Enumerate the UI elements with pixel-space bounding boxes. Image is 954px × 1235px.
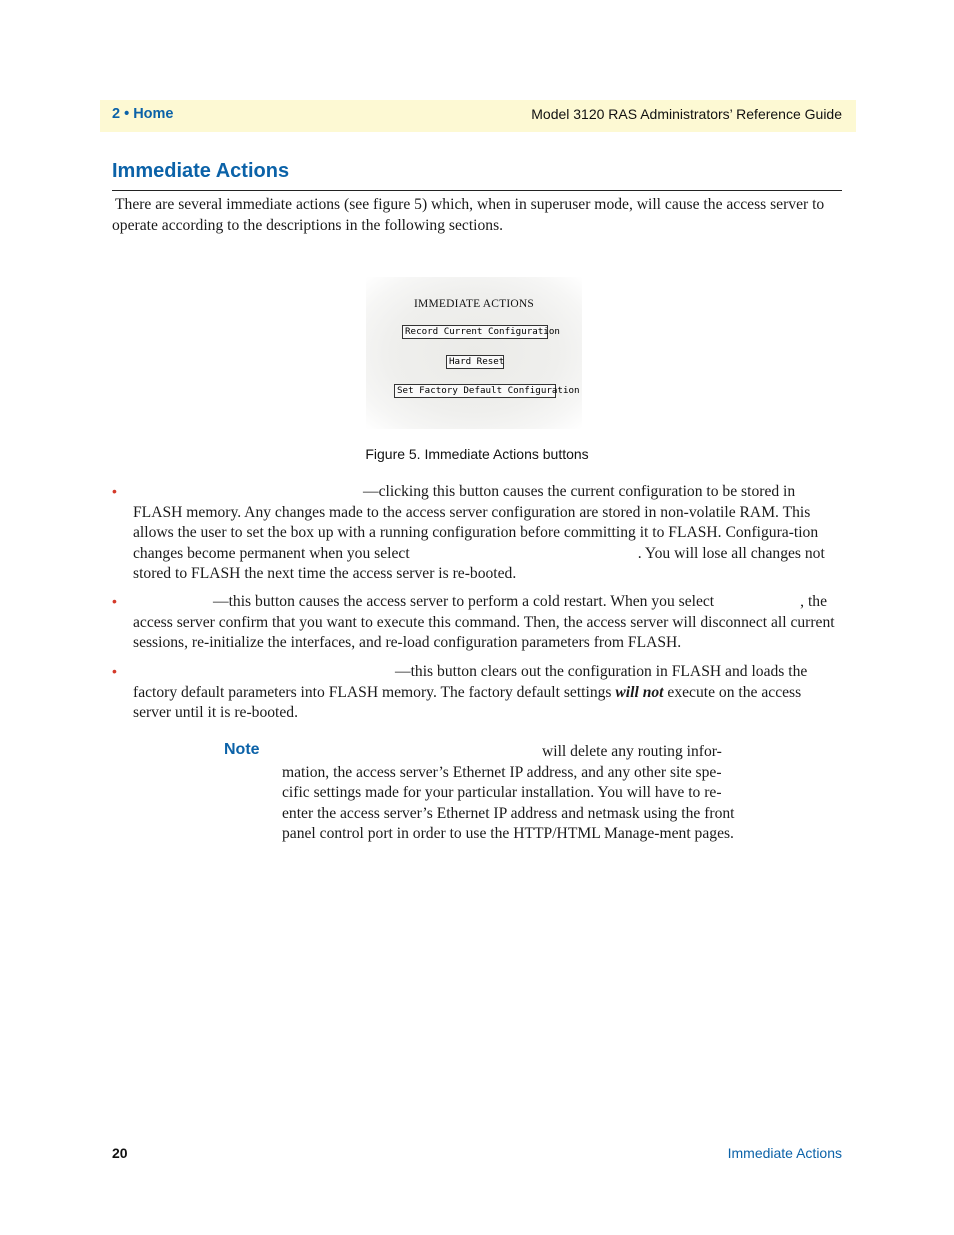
immediate-actions-figure: [366, 277, 582, 429]
page-number: 20: [112, 1145, 128, 1161]
section-title: Immediate Actions: [112, 160, 290, 182]
bullet-record-paragraph: [133, 482, 841, 585]
bullet-reset-text-2: , the access server confirm that you want to execute this command. Then, the access server will disconnect all current sessions, re-initialize the interfaces, and re-load configuration parameters from FLASH.: [133, 593, 835, 651]
footer-section-name: Immediate Actions: [727, 1145, 842, 1161]
bullet-record-text-2: . You will lose all changes not stored to FLASH the next time the access server is re-booted.: [133, 544, 825, 582]
bullet-factory-emphasis: will not: [615, 683, 664, 701]
figure-caption: Figure 5. Immediate Actions buttons: [365, 446, 589, 462]
guide-title: Model 3120 RAS Administrators’ Reference Guide: [531, 106, 842, 122]
figure-heading: IMMEDIATE ACTIONS: [414, 298, 534, 310]
note-text: will delete any routing infor-mation, the access server’s Ethernet IP address, and any other site spe-cific settings made for your particular installation. You will have to re-enter the access server’s Ethernet IP address and netmask using the front panel control port in order to use the HTTP/HTML Manage-ment pages.: [282, 743, 735, 842]
bullet-marker: •: [112, 593, 117, 609]
bullet-reset-text-1: —this button causes the access server to perform a cold restart. When you select: [213, 593, 715, 610]
record-current-configuration-button: Record Current Configuration: [402, 325, 548, 339]
bullet-factory-text-1: —this button clears out the configuration in FLASH and loads the factory default parameters into FLASH memory. The factory default settings: [133, 663, 808, 701]
bullet-marker: •: [112, 483, 117, 499]
bullet-factory-text-2: execute on the access server until it is re-booted.: [133, 683, 802, 721]
note-label: Note: [224, 741, 260, 758]
bullet-reset-paragraph: [133, 592, 841, 654]
intro-paragraph: There are several immediate actions (see figure 5) which, when in superuser mode, will cause the access server to operate according to the descriptions in the following sections.: [112, 196, 825, 234]
bullet-marker: •: [112, 663, 117, 679]
note-paragraph: [282, 742, 747, 845]
bullet-record-text-1: —clicking this button causes the current configuration to be stored in FLASH memory. Any changes made to the access server configuration are stored in non-volatile RAM. This allows the user to set the box up with a running configuration before committing it to FLASH. Configura-tion changes become permanent when you select: [133, 483, 819, 562]
bullet-factory-paragraph: [133, 662, 841, 724]
hard-reset-button: Hard Reset: [446, 355, 504, 369]
title-divider: [112, 190, 842, 191]
set-factory-default-configuration-button: Set Factory Default Configuration: [394, 384, 556, 398]
chapter-breadcrumb: 2 • Home: [112, 106, 174, 122]
